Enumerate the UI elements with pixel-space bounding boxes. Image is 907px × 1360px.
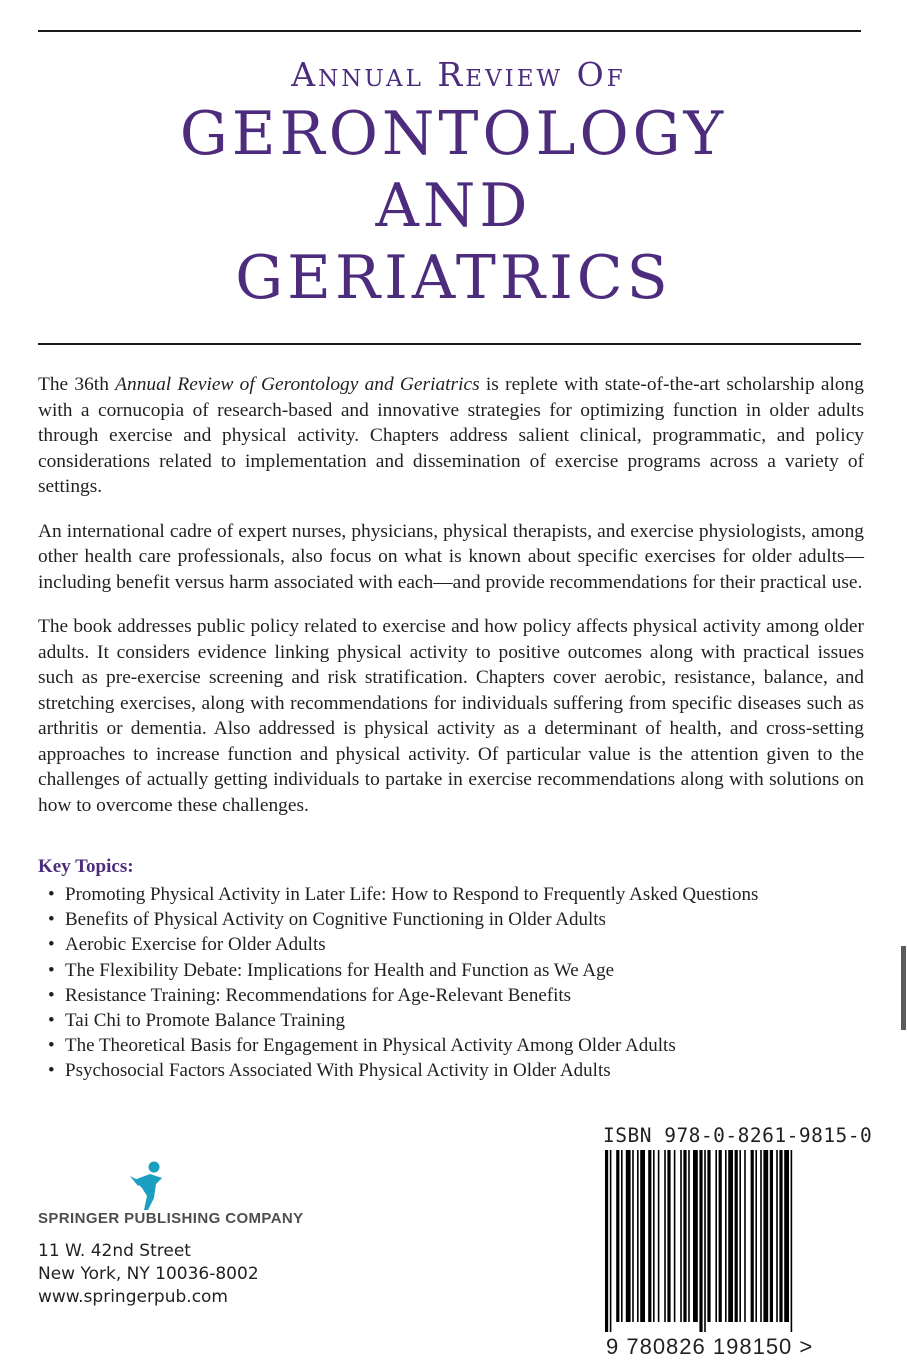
- barcode-bar: [610, 1150, 612, 1332]
- barcode-bar: [688, 1150, 690, 1322]
- key-topics-list: [48, 882, 758, 1084]
- barcode-bar: [632, 1150, 634, 1322]
- divider-rule: [38, 343, 861, 345]
- barcode-bar: [707, 1150, 710, 1322]
- barcode-bar: [680, 1150, 682, 1322]
- bullet-icon: •: [48, 959, 55, 981]
- edge-mark: [901, 946, 906, 1030]
- barcode-bar: [637, 1150, 639, 1322]
- key-topic-text: Aerobic Exercise for Older Adults: [65, 934, 326, 956]
- key-topic-text: Tai Chi to Promote Balance Training: [65, 1010, 345, 1032]
- barcode-bar: [640, 1150, 645, 1322]
- barcode-bar: [791, 1150, 793, 1332]
- key-topic-item: [48, 907, 758, 932]
- barcode-bar: [664, 1150, 666, 1322]
- barcode-bar: [648, 1150, 651, 1322]
- barcode-bar: [605, 1150, 608, 1332]
- bullet-icon: •: [48, 934, 55, 956]
- bullet-icon: •: [48, 1060, 55, 1082]
- paragraph-3: The book addresses public policy related to exercise and how policy affects physical activity among older adults. It considers evidence linking physical activity to positive outcomes along with practical issues such as pre-exercise screening and risk stratification. Chapters cover aerobic, resistance, balance, and stretching exercises, along with recommendations for individuals suffering from specific diseases such as arthritis or dementia. Also addressed is physical activity as a determinant of health, and cross-setting approaches to increase function and physical activity. Of particular value is the attention given to the challenges of actually getting individuals to partake in exercise recommendations along with solutions on how to overcome these challenges.: [38, 616, 864, 816]
- barcode-bar: [779, 1150, 782, 1322]
- publisher-name-left: SPRINGER: [38, 1210, 120, 1227]
- key-topic-item: [48, 882, 758, 907]
- key-topic-item: [48, 1008, 758, 1033]
- bullet-icon: •: [48, 1035, 55, 1057]
- key-topic-text: The Theoretical Basis for Engagement in Physical Activity Among Older Adults: [65, 1035, 676, 1057]
- publisher-address: [38, 1240, 259, 1309]
- key-topic-text: Promoting Physical Activity in Later Life: How to Respond to Frequently Asked Questions: [65, 884, 759, 905]
- barcode-bar: [621, 1150, 623, 1322]
- barcode-bar: [616, 1150, 619, 1322]
- description: [38, 372, 864, 837]
- key-topic-item: [48, 958, 758, 983]
- p1-prefix: The 36th: [38, 374, 116, 395]
- bullet-icon: •: [48, 909, 55, 931]
- barcode-bar: [728, 1150, 733, 1322]
- bullet-icon: •: [48, 1010, 55, 1032]
- barcode-bar: [719, 1150, 722, 1322]
- top-rule: [38, 30, 861, 32]
- barcode-bar: [704, 1150, 706, 1332]
- barcode-bar: [725, 1150, 727, 1322]
- barcode-bar: [784, 1150, 789, 1322]
- title-line-1: GERONTOLOGY: [179, 99, 728, 169]
- address-line-1: 11 W. 42nd Street: [38, 1241, 191, 1261]
- barcode-bar: [755, 1150, 757, 1322]
- barcode-bar: [683, 1150, 686, 1322]
- address-line-2: New York, NY 10036-8002: [38, 1264, 259, 1284]
- publisher-name: [38, 1210, 304, 1227]
- p1-suffix: is replete with state-of-the-art scholarship along with a cornucopia of research-based and innovative strategies for optimizing function in older adults through exercise and physical activity. Chapters address salient clinical, programmatic, and policy considerations related to implementation and dissemination of exercise programs across a variety of settings.: [38, 374, 864, 497]
- publisher-website[interactable]: www.springerpub.com: [38, 1287, 228, 1307]
- paragraph-1: [38, 372, 864, 500]
- key-topics-heading: Key Topics:: [38, 856, 134, 877]
- publisher-name-right: PUBLISHING COMPANY: [124, 1210, 304, 1227]
- key-topic-item: [48, 932, 758, 957]
- barcode-bar: [626, 1150, 631, 1322]
- barcode-bar: [751, 1150, 754, 1322]
- barcode-bar: [667, 1150, 670, 1322]
- barcode-bar: [776, 1150, 778, 1322]
- key-topic-item: [48, 1058, 758, 1083]
- title-line-2: AND: [375, 171, 532, 241]
- barcode-bar: [739, 1150, 741, 1322]
- springer-figure-icon: [38, 1158, 178, 1214]
- key-topic-text: Resistance Training: Recommendations for Age-Relevant Benefits: [65, 984, 572, 1006]
- title-block: [0, 52, 907, 314]
- barcode-bar: [693, 1150, 698, 1322]
- key-topic-text: The Flexibility Debate: Implications for Health and Function as We Age: [65, 959, 614, 981]
- isbn-label: ISBN 978-0-8261-9815-0: [603, 1124, 873, 1147]
- barcode-bar: [699, 1150, 702, 1332]
- key-topic-item: [48, 1033, 758, 1058]
- barcode-digits: 9 780826 198150 >: [606, 1334, 814, 1359]
- key-topic-text: Benefits of Physical Activity on Cognitive Functioning in Older Adults: [65, 909, 606, 931]
- barcode-bar: [744, 1150, 746, 1322]
- barcode-bar: [658, 1150, 660, 1322]
- barcode-bar: [770, 1150, 773, 1322]
- key-topic-item: [48, 983, 758, 1008]
- series-title: Annual Review Of: [291, 55, 626, 94]
- title-line-3: GERIATRICS: [235, 243, 672, 313]
- barcode-bar: [653, 1150, 655, 1322]
- barcode-bar: [674, 1150, 676, 1322]
- barcode-bar: [715, 1150, 717, 1322]
- book-title-italic: Annual Review of Gerontology and Geriatrics: [115, 374, 480, 395]
- barcode: [603, 1150, 853, 1332]
- barcode-bar: [763, 1150, 768, 1322]
- bullet-icon: •: [48, 984, 55, 1006]
- bullet-icon: •: [48, 884, 55, 905]
- paragraph-2: An international cadre of expert nurses, physicians, physical therapists, and exercise physiologists, among other health care professionals, also focus on what is known about specific exercises for older adults—including benefit versus harm associated with each—and provide recommendations for their practical use.: [38, 520, 864, 593]
- barcode-bar: [735, 1150, 738, 1322]
- key-topic-text: Psychosocial Factors Associated With Physical Activity in Older Adults: [65, 1060, 611, 1082]
- barcode-bar: [760, 1150, 762, 1322]
